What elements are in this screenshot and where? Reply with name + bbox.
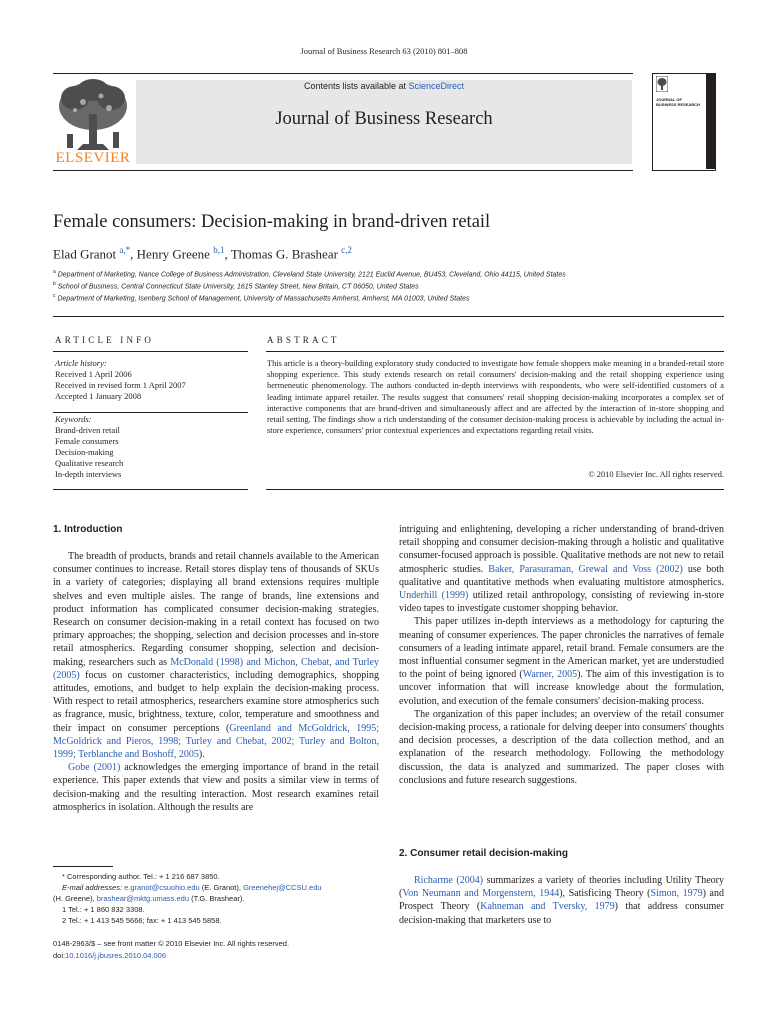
citation-link[interactable]: Kahneman and Tversky, 1979 xyxy=(480,901,615,913)
footnote-emails xyxy=(62,883,322,894)
email-link[interactable]: Greenehej@CCSU.edu xyxy=(243,883,322,892)
affiliation-mark: b xyxy=(53,281,56,287)
email-owner: (E. Granot), xyxy=(199,883,244,892)
paragraph-text: intriguing and enlightening, developing a richer understanding of brand-driven retail shopping and consumer decision-making through a holistic and qualitative consumer-focused approach is possible. Qualitative methods are not new to retail atmospheric studies. xyxy=(399,524,724,575)
paragraph-text: ), Satisficing Theory ( xyxy=(559,888,651,900)
contents-prefix: Contents lists available at xyxy=(303,81,409,91)
citation-link[interactable]: Greenland and McGoldrick, 1995; McGoldrick and Pieros, 1998; Turley and Chebat, 2002; Turley and Bolton, 1999; Terblanche and Boshoff, 2005 xyxy=(53,722,379,761)
affiliation-mark: c xyxy=(53,293,56,299)
keyword: Female consumers xyxy=(55,435,119,446)
citation-link[interactable]: Baker, Parasuraman, Grewal and Voss (2002) xyxy=(488,563,683,575)
journal-citation: Journal of Business Research 63 (2010) 801–808 xyxy=(300,46,468,56)
citation-link[interactable]: Von Neumann and Morgenstern, 1944 xyxy=(402,888,560,900)
right-column-section-2 xyxy=(399,874,724,927)
abstract-text: This article is a theory-building exploratory study conducted to investigate how female shoppers make meaning in a branded-retail store shopping experience. This study extends research on retail consumers' decision-making and the retail shopping experience using hermeneutic phenomenology. The authors conducted in-depth interviews with respondents, who were self-identified customers of a leading intimate apparel retailer. The results suggest that consumers' retail shopping decision-making incorporates a complex set of interactive components that are brand-driven and simultaneously affect and are affected by the interaction of in-store shopping and retail setting. The findings show a rich understanding of the consumer decision-making process is achievable by including the actual in-store experience, consumers' prior contextual experiences and expectations regarding retail visits. xyxy=(267,359,724,436)
divider xyxy=(53,489,248,490)
divider xyxy=(266,489,724,490)
affiliation-a xyxy=(53,269,566,278)
left-column xyxy=(53,550,379,814)
abstract-heading: ABSTRACT xyxy=(267,335,340,345)
footnote-1: 1 Tel.: + 1 860 832 3308. xyxy=(62,905,145,914)
doi-line xyxy=(53,951,166,960)
divider xyxy=(53,316,724,317)
author-name: Henry Greene xyxy=(136,246,210,262)
citation-link[interactable]: Simon, 1979 xyxy=(650,888,703,900)
author-name: Elad Granot xyxy=(53,246,117,262)
right-column xyxy=(399,523,724,787)
paragraph-text: The organization of this paper includes; an overview of the retail consumer decision-making process, a rationale for delving deeper into consumers' thoughts and decision processes, a description of the data collection method, and an explanation of the research methodology. Following the methodology discussion, the data is analyzed and summarized. The paper closes with conclusions and future research suggestions. xyxy=(399,708,724,786)
paragraph-text: ) that address consumer decision-making that marketers use to xyxy=(399,901,724,926)
footnote-corresponding: * Corresponding author. Tel.: + 1 216 687 3850. xyxy=(62,872,220,881)
paragraph xyxy=(53,761,379,814)
footnote-2: 2 Tel.: + 1 413 545 5666; fax: + 1 413 545 5858. xyxy=(62,916,222,925)
keyword: Decision-making xyxy=(55,446,114,457)
sciencedirect-link[interactable]: ScienceDirect xyxy=(408,81,465,91)
divider xyxy=(266,351,724,352)
paragraph xyxy=(399,615,724,707)
cover-spine xyxy=(706,73,715,169)
author-list xyxy=(53,245,352,262)
article-info-heading: ARTICLE INFO xyxy=(55,335,155,345)
email-link[interactable]: e.granot@csuohio.edu xyxy=(124,883,200,892)
issn-line: 0148-2963/$ – see front matter © 2010 Elsevier Inc. All rights reserved. xyxy=(53,939,290,948)
email-owner: (H. Greene), xyxy=(53,894,97,903)
divider xyxy=(53,412,248,413)
history-accepted: Accepted 1 January 2008 xyxy=(55,390,142,401)
journal-name: Journal of Business Research xyxy=(275,109,493,129)
affiliation-text: Department of Marketing, Nance College of Business Administration, Cleveland State University, 2121 Euclid Avenue, BU453, Cleveland, Ohio 44115, United States xyxy=(57,271,566,279)
cover-title: JOURNAL OF BUSINESS RESEARCH xyxy=(656,97,701,107)
history-revised: Received in revised form 1 April 2007 xyxy=(55,379,186,390)
author-affiliation-mark[interactable]: a,* xyxy=(119,245,131,255)
author-affiliation-mark[interactable]: b,1 xyxy=(213,245,225,255)
keywords xyxy=(55,414,123,479)
paragraph-text: use both qualitative and quantitative methods when evaluating multistore atmospherics. xyxy=(399,563,725,588)
email-link[interactable]: brashear@mktg.umass.edu xyxy=(96,894,190,903)
citation-link[interactable]: Underhill (1999) xyxy=(399,590,469,602)
paragraph-text: The breadth of products, brands and retail channels available to the American consumer continues to increase. Retail stores display tens of thousands of SKUs in a variety of categories; displaying all brand extensions requires multiple shelves and even multiple aisles. The range of brands, line extensions and product information has complicated consumer decision-making strategies. Research on consumer decision-making in a retail context has focused on two primary approaches; the shopping, selection and decision processes and in-store retail atmospherics. Regarding consumer shopping, selection and decision-making, researchers such as xyxy=(53,551,379,668)
cover-logo-icon xyxy=(656,76,668,92)
keyword: In-depth interviews xyxy=(55,468,122,479)
paragraph-text: ) and Prospect Theory ( xyxy=(399,888,724,913)
doi-prefix: doi: xyxy=(53,951,66,960)
section-2-heading: 2. Consumer retail decision-making xyxy=(399,848,568,859)
paragraph-text: acknowledges the emerging importance of brand in the retail experience. This paper extends that view and posits a similar view in terms of decision-making and the resulting interaction. Most research examines retail atmospherics in isolation. Although the results are xyxy=(53,762,379,813)
email-label: E-mail addresses: xyxy=(62,883,125,892)
footnote-divider xyxy=(53,866,113,867)
keyword: Brand-driven retail xyxy=(55,424,120,435)
abstract-copyright: © 2010 Elsevier Inc. All rights reserved. xyxy=(588,470,724,479)
elsevier-wordmark: ELSEVIER xyxy=(55,150,131,166)
doi-link[interactable]: 10.1016/j.jbusres.2010.04.006 xyxy=(65,951,167,960)
keywords-label: Keywords: xyxy=(55,414,92,424)
citation-link[interactable]: Warner, 2005 xyxy=(522,669,578,681)
article-history xyxy=(55,358,186,402)
citation-link[interactable]: McDonald (1998) and Michon, Chebat, and Turley (2005) xyxy=(53,656,379,681)
footnote-emails-cont xyxy=(53,894,244,905)
citation-link[interactable]: Gobe (2001) xyxy=(68,762,121,774)
paragraph-text: focus on customer characteristics, including demographics, shopping attitudes, emotions, and budget to help explain the decision-making process. With respect to retail atmospherics, researchers examine store atmospherics such as fragrance, music, brightness, texture, color, temperature and smoothness and their impact on consumer perceptions ( xyxy=(53,669,379,734)
history-received: Received 1 April 2006 xyxy=(55,368,132,379)
citation-link[interactable]: Richarme (2004) xyxy=(414,875,484,886)
keyword: Qualitative research xyxy=(55,457,124,468)
paragraph-text: This paper utilizes in-depth interviews as a methodology for capturing the meaning of consumer experiences. The paper chronicles the narratives of female consumers of a leading intimate apparel, retail brand. Female consumers are the most influential consumer segment in the American market, yet are understudied to the point of being ignored ( xyxy=(399,616,724,681)
affiliation-b xyxy=(53,281,419,290)
article-title: Female consumers: Decision-making in brand-driven retail xyxy=(53,212,491,232)
paragraph xyxy=(399,708,724,787)
author-separator: , xyxy=(224,246,231,262)
paragraph-text: summarizes a variety of theories including Utility Theory ( xyxy=(399,875,724,900)
section-1-heading: 1. Introduction xyxy=(53,524,123,535)
affiliation-text: School of Business, Central Connecticut State University, 1615 Stanley Street, New Britain, CT 06050, United States xyxy=(57,283,419,291)
paragraph-text: ). The aim of this investigation is to uncover information that will increase knowledge about the formulation, evolution, and execution of the female consumers' decision-making process. xyxy=(399,669,725,707)
contents-line xyxy=(136,81,632,91)
author-separator: , xyxy=(130,246,137,262)
affiliation-c xyxy=(53,293,469,302)
author-name: Thomas G. Brashear xyxy=(230,246,338,262)
affiliation-mark: a xyxy=(53,269,56,275)
paragraph-text: ). xyxy=(198,749,205,761)
paragraph xyxy=(399,874,724,927)
paragraph-text: utilized retail anthropology, consisting of reviewing in-store video tapes to investigate customer shopping behavior. xyxy=(399,590,724,615)
divider xyxy=(53,351,248,352)
email-owner: (T.G. Brashear). xyxy=(189,894,245,903)
affiliation-text: Department of Marketing, Isenberg School of Management, University of Massachusetts Amherst, Amherst, MA 01003, United States xyxy=(57,295,470,303)
paragraph xyxy=(53,550,379,761)
author-affiliation-mark[interactable]: c,2 xyxy=(341,245,352,255)
paragraph xyxy=(399,523,724,615)
history-label: Article history: xyxy=(55,358,107,368)
